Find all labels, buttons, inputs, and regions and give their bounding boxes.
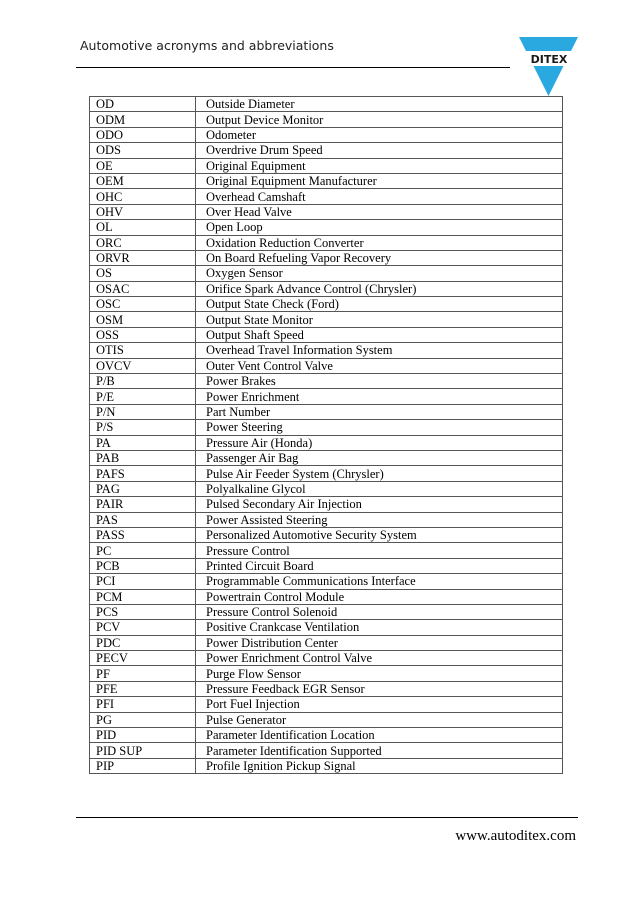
meaning-cell: Oxidation Reduction Converter [196, 235, 563, 250]
meaning-cell: Pressure Air (Honda) [196, 435, 563, 450]
meaning-cell: Outer Vent Control Valve [196, 358, 563, 373]
acronym-cell: PID [90, 728, 196, 743]
acronym-cell: P/N [90, 404, 196, 419]
acronym-cell: OTIS [90, 343, 196, 358]
table-row [90, 281, 563, 296]
table-row [90, 743, 563, 758]
meaning-cell: Power Assisted Steering [196, 512, 563, 527]
meaning-cell: Power Distribution Center [196, 635, 563, 650]
meaning-cell: Outside Diameter [196, 97, 563, 112]
meaning-cell: Over Head Valve [196, 204, 563, 219]
table-row [90, 728, 563, 743]
meaning-cell: Part Number [196, 404, 563, 419]
meaning-cell: Powertrain Control Module [196, 589, 563, 604]
meaning-cell: Programmable Communications Interface [196, 574, 563, 589]
acronym-cell: PCS [90, 604, 196, 619]
header-divider [76, 67, 510, 68]
meaning-cell: Output State Monitor [196, 312, 563, 327]
meaning-cell: Overhead Travel Information System [196, 343, 563, 358]
table-row [90, 420, 563, 435]
table-row [90, 127, 563, 142]
meaning-cell: Power Brakes [196, 374, 563, 389]
acronym-cell: ORVR [90, 250, 196, 265]
acronym-cell: PECV [90, 651, 196, 666]
acronym-table-body [90, 97, 563, 774]
meaning-cell: Passenger Air Bag [196, 450, 563, 465]
acronym-cell: P/B [90, 374, 196, 389]
meaning-cell: Power Steering [196, 420, 563, 435]
meaning-cell: Polyalkaline Glycol [196, 481, 563, 496]
acronym-cell: PASS [90, 527, 196, 542]
table-row [90, 620, 563, 635]
table-row [90, 97, 563, 112]
table-row [90, 543, 563, 558]
acronym-cell: OS [90, 266, 196, 281]
table-row [90, 112, 563, 127]
page-header-title: Automotive acronyms and abbreviations [80, 38, 334, 53]
meaning-cell: Orifice Spark Advance Control (Chrysler) [196, 281, 563, 296]
acronym-cell: ODS [90, 143, 196, 158]
table-row [90, 558, 563, 573]
table-row [90, 466, 563, 481]
acronym-cell: OHC [90, 189, 196, 204]
meaning-cell: Overdrive Drum Speed [196, 143, 563, 158]
meaning-cell: Pulsed Secondary Air Injection [196, 497, 563, 512]
acronym-cell: PCB [90, 558, 196, 573]
table-row [90, 497, 563, 512]
acronym-cell: PCV [90, 620, 196, 635]
acronym-cell: PAG [90, 481, 196, 496]
meaning-cell: Parameter Identification Location [196, 728, 563, 743]
meaning-cell: Open Loop [196, 220, 563, 235]
table-row [90, 404, 563, 419]
meaning-cell: Profile Ignition Pickup Signal [196, 758, 563, 773]
table-row [90, 297, 563, 312]
table-row [90, 204, 563, 219]
table-row [90, 189, 563, 204]
acronym-cell: PAIR [90, 497, 196, 512]
acronym-cell: PCM [90, 589, 196, 604]
meaning-cell: Odometer [196, 127, 563, 142]
meaning-cell: Output Shaft Speed [196, 327, 563, 342]
acronym-cell: OL [90, 220, 196, 235]
meaning-cell: Pressure Control Solenoid [196, 604, 563, 619]
acronym-cell: OSS [90, 327, 196, 342]
acronym-cell: PAB [90, 450, 196, 465]
acronym-cell: P/S [90, 420, 196, 435]
meaning-cell: On Board Refueling Vapor Recovery [196, 250, 563, 265]
acronym-cell: PF [90, 666, 196, 681]
acronym-cell: P/E [90, 389, 196, 404]
acronym-cell: PIP [90, 758, 196, 773]
table-row [90, 712, 563, 727]
table-row [90, 604, 563, 619]
meaning-cell: Pressure Control [196, 543, 563, 558]
meaning-cell: Positive Crankcase Ventilation [196, 620, 563, 635]
table-row [90, 173, 563, 188]
table-row [90, 250, 563, 265]
meaning-cell: Parameter Identification Supported [196, 743, 563, 758]
table-row [90, 158, 563, 173]
meaning-cell: Personalized Automotive Security System [196, 527, 563, 542]
meaning-cell: Power Enrichment Control Valve [196, 651, 563, 666]
table-row [90, 358, 563, 373]
meaning-cell: Oxygen Sensor [196, 266, 563, 281]
acronym-cell: PDC [90, 635, 196, 650]
table-row [90, 666, 563, 681]
table-row [90, 220, 563, 235]
acronym-cell: PG [90, 712, 196, 727]
acronym-cell: PA [90, 435, 196, 450]
acronym-cell: PCI [90, 574, 196, 589]
acronym-cell: PID SUP [90, 743, 196, 758]
acronym-cell: PFE [90, 681, 196, 696]
table-row [90, 343, 563, 358]
acronym-cell: OD [90, 97, 196, 112]
acronym-cell: PAS [90, 512, 196, 527]
meaning-cell: Original Equipment Manufacturer [196, 173, 563, 188]
table-row [90, 374, 563, 389]
acronym-cell: PAFS [90, 466, 196, 481]
acronym-cell: ODO [90, 127, 196, 142]
meaning-cell: Overhead Camshaft [196, 189, 563, 204]
footer-url: www.autoditex.com [455, 828, 576, 844]
table-row [90, 527, 563, 542]
acronym-cell: OHV [90, 204, 196, 219]
acronym-table [89, 96, 563, 774]
logo-text: DITEX [530, 53, 568, 66]
table-row [90, 589, 563, 604]
table-row [90, 758, 563, 773]
acronym-cell: ORC [90, 235, 196, 250]
table-row [90, 574, 563, 589]
table-row [90, 681, 563, 696]
meaning-cell: Pulse Air Feeder System (Chrysler) [196, 466, 563, 481]
table-row [90, 435, 563, 450]
acronym-cell: PC [90, 543, 196, 558]
footer-divider [76, 817, 578, 818]
acronym-cell: OSM [90, 312, 196, 327]
meaning-cell: Printed Circuit Board [196, 558, 563, 573]
table-row [90, 512, 563, 527]
table-row [90, 651, 563, 666]
meaning-cell: Power Enrichment [196, 389, 563, 404]
table-row [90, 450, 563, 465]
acronym-cell: ODM [90, 112, 196, 127]
acronym-cell: OSAC [90, 281, 196, 296]
meaning-cell: Pressure Feedback EGR Sensor [196, 681, 563, 696]
meaning-cell: Port Fuel Injection [196, 697, 563, 712]
table-row [90, 481, 563, 496]
meaning-cell: Pulse Generator [196, 712, 563, 727]
acronym-cell: PFI [90, 697, 196, 712]
table-row [90, 389, 563, 404]
table-row [90, 312, 563, 327]
table-row [90, 235, 563, 250]
acronym-cell: OSC [90, 297, 196, 312]
table-row [90, 697, 563, 712]
table-row [90, 266, 563, 281]
ditex-logo [519, 37, 578, 96]
acronym-cell: OE [90, 158, 196, 173]
table-row [90, 327, 563, 342]
meaning-cell: Original Equipment [196, 158, 563, 173]
table-row [90, 143, 563, 158]
acronym-cell: OVCV [90, 358, 196, 373]
acronym-cell: OEM [90, 173, 196, 188]
meaning-cell: Output Device Monitor [196, 112, 563, 127]
meaning-cell: Output State Check (Ford) [196, 297, 563, 312]
table-row [90, 635, 563, 650]
meaning-cell: Purge Flow Sensor [196, 666, 563, 681]
